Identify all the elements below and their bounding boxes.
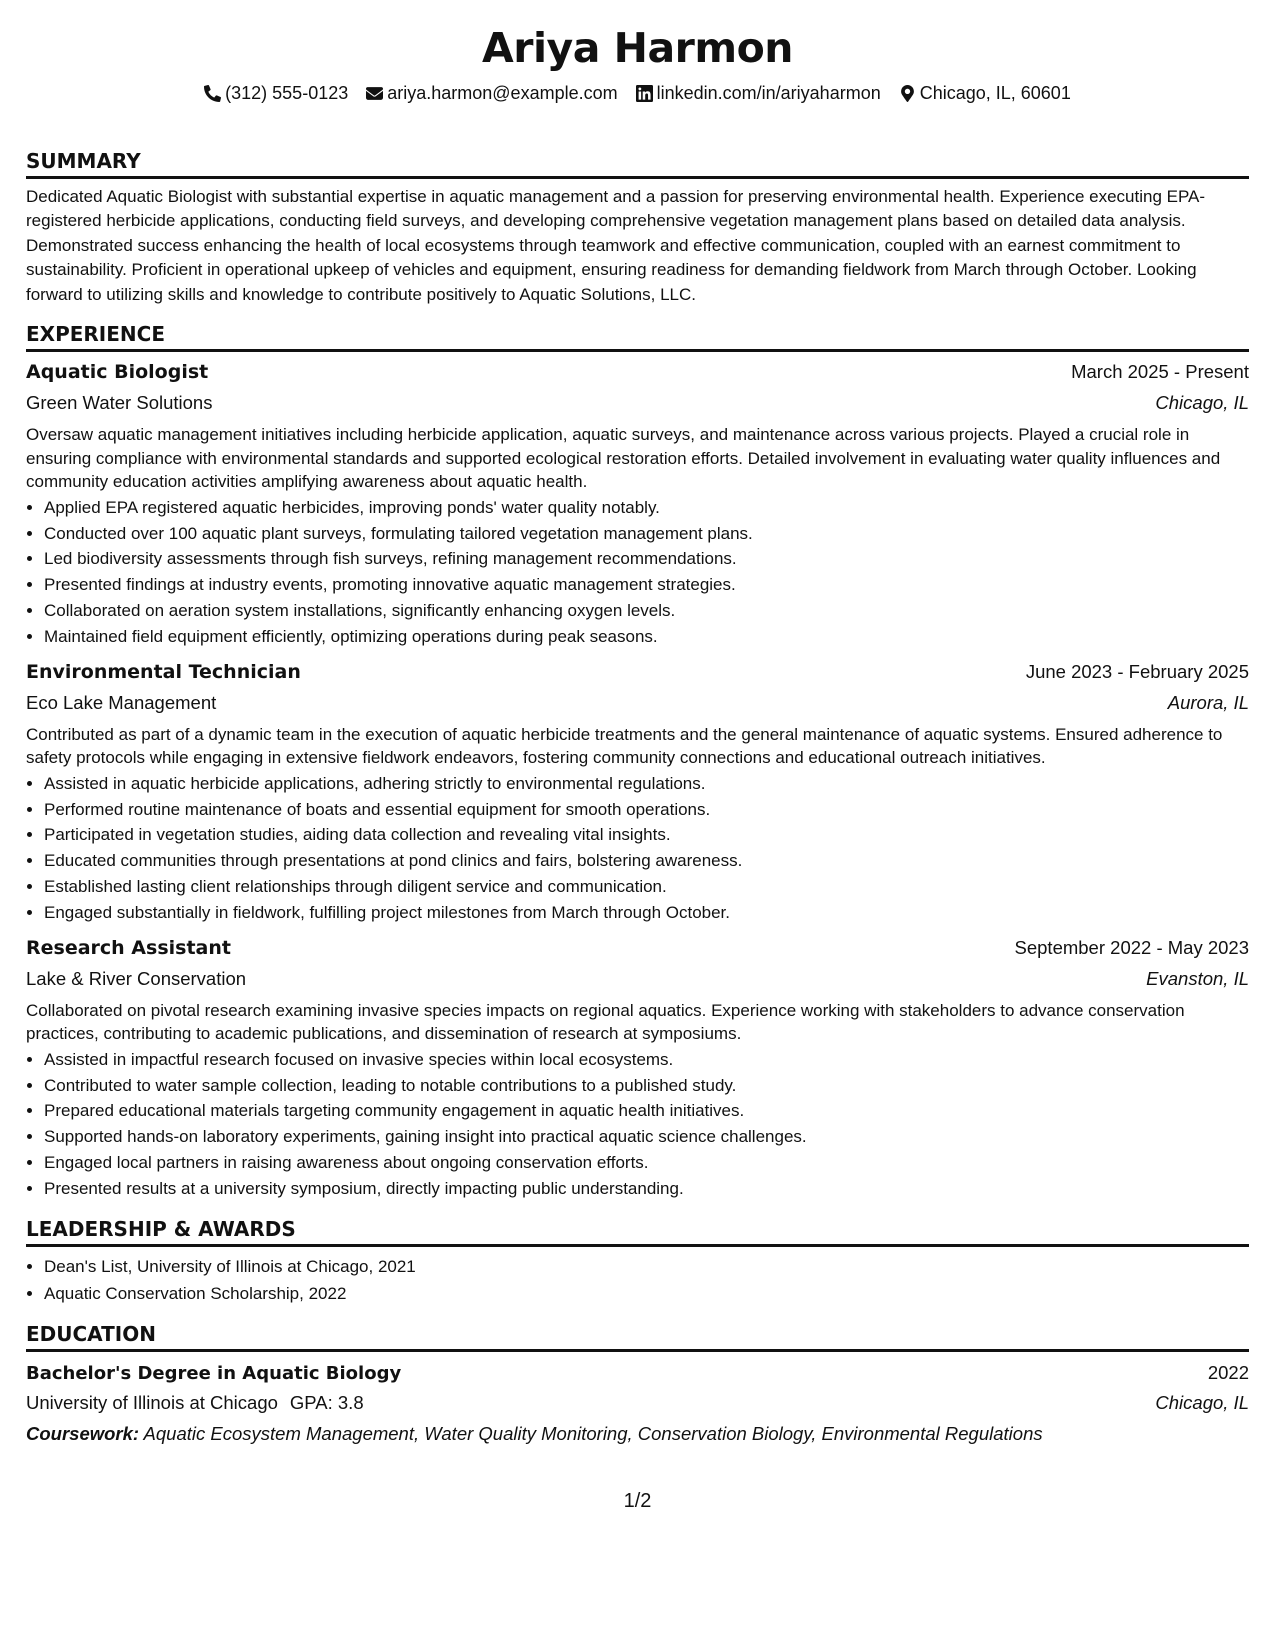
contact-linkedin[interactable]: [636, 82, 881, 104]
job-location: Aurora, IL: [1167, 691, 1249, 713]
section-title-awards: LEADERSHIP & AWARDS: [26, 1216, 1249, 1247]
email-text: ariya.harmon@example.com: [387, 83, 618, 103]
job-description: Oversaw aquatic management initiatives including herbicide application, aquatic surveys, and maintenance across various projects. Played a crucial role in ensuring compliance with environmental standards and supported ecological restoration efforts. Detailed involvement in evaluating water quality influences and community education activities amplifying awareness about aquatic health.: [26, 425, 1221, 492]
coursework-list: Aquatic Ecosystem Management, Water Quality Monitoring, Conservation Biology, Environmental Regulations: [143, 1422, 1043, 1444]
job-dates: June 2023 - February 2025: [1025, 660, 1249, 682]
education-section: [26, 1321, 1249, 1448]
job-bullet: • Collaborated on aeration system installations, significantly enhancing oxygen levels.: [44, 598, 1249, 624]
education-location: Chicago, IL: [1155, 1391, 1249, 1413]
coursework-label: Coursework:: [26, 1422, 140, 1444]
contact-phone: [204, 82, 348, 104]
summary-section: [26, 148, 1249, 307]
job-bullet: • Presented results at a university symposium, directly impacting public understanding.: [44, 1176, 1249, 1202]
job-bullet: • Presented findings at industry events, promoting innovative aquatic management strategies.: [44, 572, 1249, 598]
job-bullets: [26, 771, 1249, 926]
contact-info: [26, 82, 1249, 104]
phone-icon: [204, 85, 221, 102]
job-bullets: [26, 495, 1249, 650]
summary-text: Dedicated Aquatic Biologist with substantial expertise in aquatic management and a passion for preserving environmental health. Experience executing EPA-registered herbicide applications, conducting field surveys, and developing comprehensive vegetation management plans based on detailed data analysis. Demonstrated success enhancing the health of local ecosystems through teamwork and effective communication, coupled with an earnest commitment to sustainability. Proficient in operational upkeep of vehicles and equipment, ensuring readiness for demanding fieldwork from March through October. Looking forward to utilizing skills and knowledge to contribute positively to Aquatic Solutions, LLC.: [26, 187, 1206, 304]
awards-section: [26, 1216, 1249, 1307]
job-bullet: • Maintained field equipment efficiently, optimizing operations during peak seasons.: [44, 624, 1249, 650]
contact-location: [899, 82, 1071, 104]
job-location: Evanston, IL: [1146, 967, 1249, 989]
job-bullet: • Engaged substantially in fieldwork, fulfilling project milestones from March through October.: [44, 900, 1249, 926]
job-bullet: • Assisted in aquatic herbicide applications, adhering strictly to environmental regulations.: [44, 771, 1249, 797]
education-degree: Bachelor's Degree in Aquatic Biology: [26, 1362, 402, 1384]
job-description: Collaborated on pivotal research examining invasive species impacts on regional aquatics. Experience working with stakeholders to advance conservation practices, contributing to academic publications, and dissemination of research at symposiums.: [26, 1000, 1185, 1044]
job-company: Lake & River Conservation: [26, 967, 247, 989]
award-item: • Dean's List, University of Illinois at Chicago, 2021: [44, 1253, 1249, 1280]
map-pin-icon: [899, 85, 916, 102]
candidate-name: Ariya Harmon: [482, 24, 793, 72]
linkedin-icon: [636, 85, 653, 102]
job-entry: [26, 934, 1249, 1202]
job-bullet: • Assisted in impactful research focused on invasive species within local ecosystems.: [44, 1047, 1249, 1073]
job-bullet: • Applied EPA registered aquatic herbicides, improving ponds' water quality notably.: [44, 495, 1249, 521]
education-coursework: [26, 1420, 1249, 1448]
section-title-education: EDUCATION: [26, 1321, 1249, 1352]
contact-email[interactable]: [366, 82, 617, 104]
envelope-icon: [366, 85, 383, 102]
phone-text: (312) 555-0123: [225, 83, 349, 103]
job-bullet: • Contributed to water sample collection, leading to notable contributions to a published study.: [44, 1073, 1249, 1099]
section-title-experience: EXPERIENCE: [26, 321, 1249, 352]
job-description: Contributed as part of a dynamic team in the execution of aquatic herbicide treatments and the general maintenance of aquatic systems. Ensured adherence to safety protocols while engaging in extensive fieldwork endeavors, fostering community connections and educational outreach initiatives.: [26, 724, 1223, 768]
linkedin-text: linkedin.com/in/ariyaharmon: [656, 83, 881, 103]
job-dates: March 2025 - Present: [1071, 361, 1249, 383]
job-bullet: • Established lasting client relationships through diligent service and communication.: [44, 874, 1249, 900]
job-bullet: • Educated communities through presentations at pond clinics and fairs, bolstering awareness.: [44, 848, 1249, 874]
job-bullet: • Supported hands-on laboratory experiments, gaining insight into practical aquatic science challenges.: [44, 1124, 1249, 1150]
job-bullets: [26, 1047, 1249, 1202]
job-bullet: • Led biodiversity assessments through fish surveys, refining management recommendations.: [44, 546, 1249, 572]
job-title: Research Assistant: [26, 936, 231, 959]
section-title-summary: SUMMARY: [26, 148, 1249, 179]
job-entry: [26, 358, 1249, 650]
education-year: 2022: [1207, 1361, 1249, 1383]
job-location: Chicago, IL: [1155, 392, 1249, 414]
location-text: Chicago, IL, 60601: [919, 83, 1071, 103]
job-company: Green Water Solutions: [26, 392, 213, 414]
job-entry: [26, 658, 1249, 926]
job-title: Environmental Technician: [26, 660, 301, 683]
job-company: Eco Lake Management: [26, 691, 217, 713]
education-gpa: GPA: 3.8: [289, 1391, 364, 1413]
award-item: • Aquatic Conservation Scholarship, 2022: [44, 1280, 1249, 1307]
job-bullet: • Engaged local partners in raising awareness about ongoing conservation efforts.: [44, 1150, 1249, 1176]
job-bullet: • Performed routine maintenance of boats and essential equipment for smooth operations.: [44, 797, 1249, 823]
job-bullet: • Prepared educational materials targeting community engagement in aquatic health initiatives.: [44, 1098, 1249, 1124]
job-bullet: • Conducted over 100 aquatic plant surveys, formulating tailored vegetation management plans.: [44, 521, 1249, 547]
job-title: Aquatic Biologist: [26, 361, 209, 384]
job-bullet: • Participated in vegetation studies, aiding data collection and revealing vital insights.: [44, 822, 1249, 848]
job-dates: September 2022 - May 2023: [1014, 936, 1249, 958]
awards-list: [26, 1253, 1249, 1307]
page-number: 1/2: [623, 1490, 652, 1512]
education-school: University of Illinois at Chicago: [26, 1391, 278, 1413]
experience-section: [26, 321, 1249, 1202]
